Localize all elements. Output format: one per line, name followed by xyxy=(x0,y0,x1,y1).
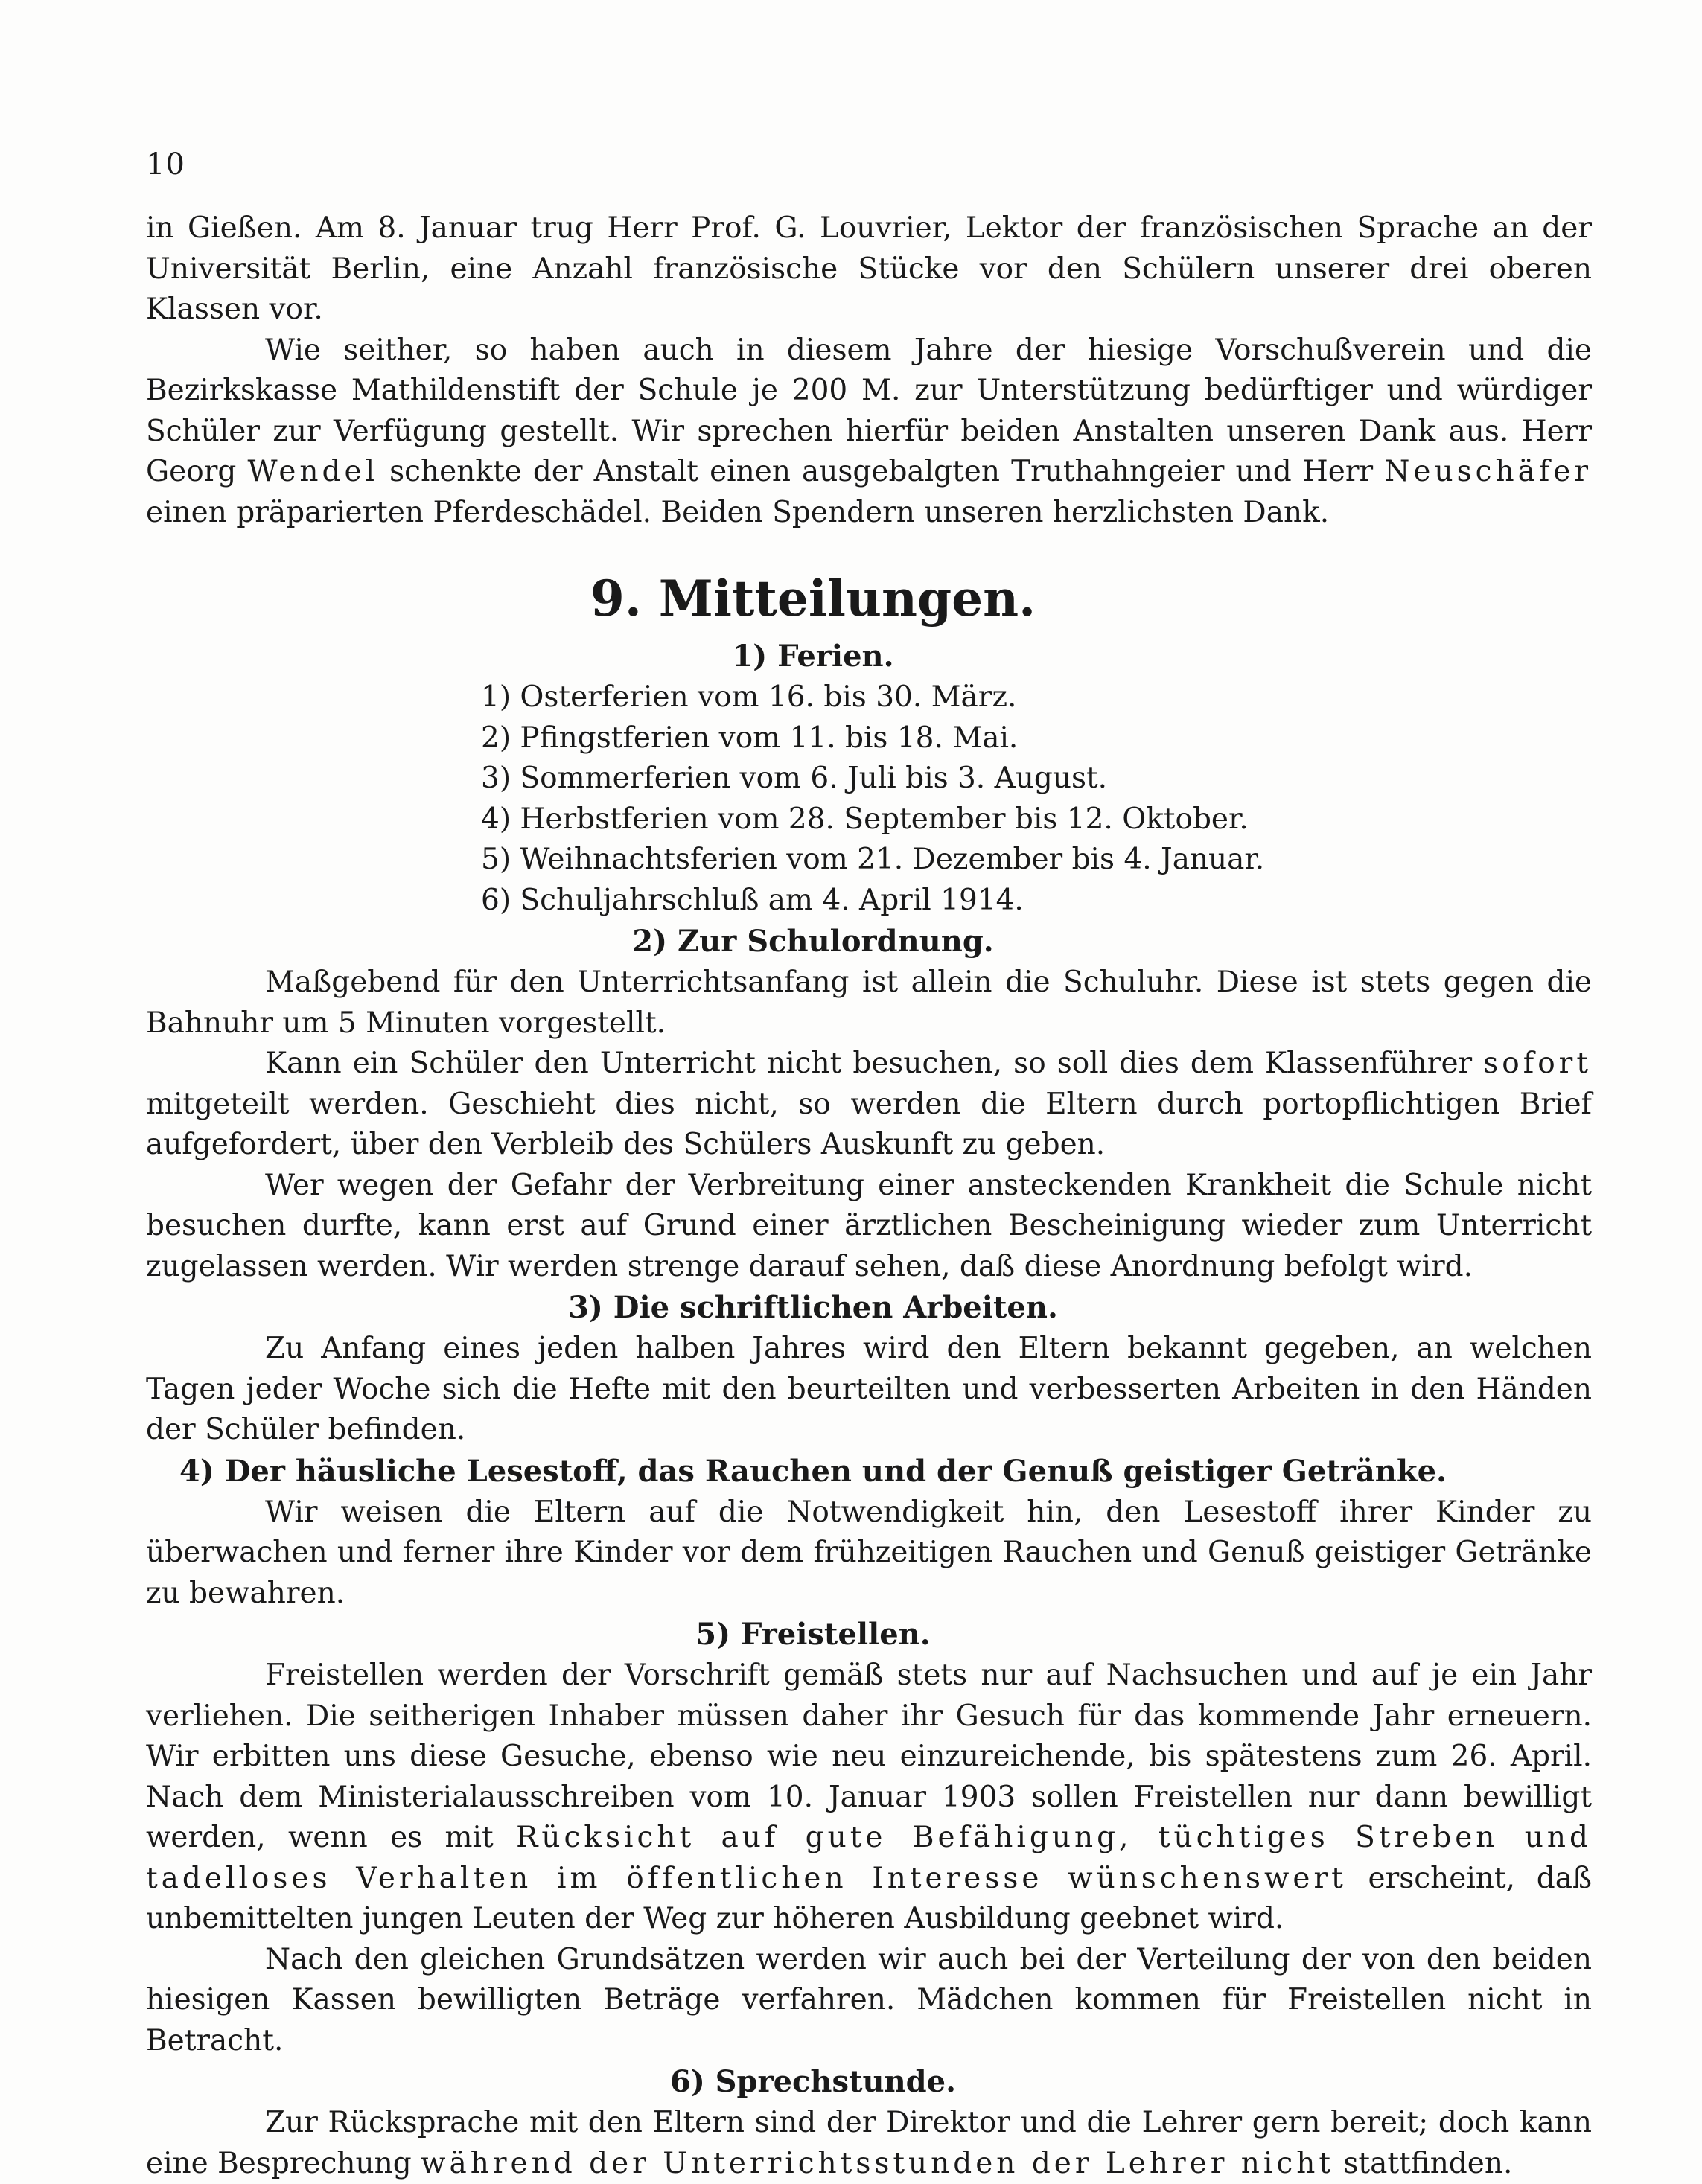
intro-paragraph-1: in Gießen. Am 8. Januar trug Herr Prof. G. Louvrier, Lektor der französischen Sprache an der Universität Berlin, eine Anzahl französische Stücke vor den Schülern unserer drei oberen Klassen vor. xyxy=(146,211,1592,326)
sprechstunde-paragraph-1 xyxy=(146,2103,1592,2184)
heading-arbeiten: 3) Die schriftlichen Arbeiten. xyxy=(568,1290,1058,1325)
schulordnung-paragraph-3: Wer wegen der Gefahr der Verbreitung einer ansteckenden Krankheit die Schule nicht besuchen durfte, kann erst auf Grund einer ärztlichen Bescheinigung wieder zum Unterricht zugelassen werden. Wir werden strenge darauf sehen, daß diese Anordnung befolgt wird. xyxy=(146,1168,1592,1283)
freistellen-paragraph-2: Nach den gleichen Grundsätzen werden wir auch bei der Verteilung der von den beiden hiesigen Kassen bewilligten Beträge verfahren. Mädchen kommen für Freistellen nicht in Betracht. xyxy=(146,1942,1592,2057)
list-item: 6) Schuljahrschluß am 4. April 1914. xyxy=(481,883,1024,917)
list-item: 5) Weihnachtsferien vom 21. Dezember bis 4. Januar. xyxy=(481,843,1265,876)
freistellen-text-segment: Freistellen werden der Vorschrift gemäß stets nur auf Nachsuchen und auf je ein Jahr verliehen. Die seitherigen Inhaber müssen daher ihr Gesuch für das kommende Jahr erneuern. Wir erbitten uns diese Gesuche, ebenso wie neu einzureichende, bis spätestens zum 26. April. Nach dem Ministerialausschreiben vom 10. Januar 1903 sollen Freistellen nur dann bewilligt werden, wenn es mit xyxy=(146,1658,1592,1854)
list-item: 3) Sommerferien vom 6. Juli bis 3. August. xyxy=(481,761,1108,795)
donor-name-neuschaefer: Neuschäfer xyxy=(1384,455,1592,488)
intro-text-segment: Wie seither, so haben auch in diesem Jahre der hiesige Vorschußverein und die Bezirkskasse Mathildenstift der Schule je 200 M. zur Unterstützung bedürftiger und würdiger Schüler zur Verfügung gestellt. Wir sprechen hierfür beiden Anstalten unseren Dank aus. Herr Georg xyxy=(146,333,1592,488)
page-body xyxy=(146,208,1592,2184)
list-item: 2) Pfingstferien vom 11. bis 18. Mai. xyxy=(481,721,1019,755)
freistellen-text-segment: erscheint, daß unbemittelten jungen Leuten der Weg zur höheren Ausbildung geebnet wird. xyxy=(146,1861,1592,1935)
page-number: 10 xyxy=(146,147,185,182)
ferien-list xyxy=(146,677,1592,921)
donor-name-wendel: Wendel xyxy=(247,455,379,488)
schulordnung-paragraph-2 xyxy=(146,1044,1592,1166)
sprechstunde-text-segment: Zur Rücksprache mit den Eltern sind der Direktor und die Lehrer gern bereit; doch kann eine Besprechung xyxy=(146,2106,1592,2180)
schulordnung-paragraph-1: Maßgebend für den Unterrichtsanfang ist allein die Schuluhr. Diese ist stets gegen die Bahnuhr um 5 Minuten vorgestellt. xyxy=(146,965,1592,1040)
section-title: 9. Mitteilungen. xyxy=(590,569,1036,628)
intro-text-segment: einen präparierten Pferdeschädel. Beiden Spendern unseren herzlichsten Dank. xyxy=(146,495,1330,529)
emphasis-ruecksicht: Rücksicht auf gute Befähigung, tüchtiges Streben und tadelloses Verhalten im öffentlichen Interesse wünschenswert xyxy=(146,1821,1592,1895)
heading-ferien: 1) Ferien. xyxy=(732,639,894,674)
heading-freistellen: 5) Freistellen. xyxy=(695,1617,931,1652)
emphasis-sofort: sofort xyxy=(1483,1047,1592,1080)
heading-schulordnung: 2) Zur Schulordnung. xyxy=(632,924,994,959)
freistellen-paragraph-1 xyxy=(146,1655,1592,1940)
arbeiten-paragraph-1: Zu Anfang eines jeden halben Jahres wird den Eltern bekannt gegeben, an welchen Tagen jeder Woche sich die Hefte mit den beurteilten und verbesserten Arbeiten in den Händen der Schüler befinden. xyxy=(146,1332,1592,1446)
intro-text-segment: schenkte der Anstalt einen ausgebalgten Truthahngeier und Herr xyxy=(378,455,1385,488)
lesestoff-paragraph-1: Wir weisen die Eltern auf die Notwendigkeit hin, den Lesestoff ihrer Kinder zu überwachen und ferner ihre Kinder vor dem frühzeitigen Rauchen und Genuß geistiger Getränke zu bewahren. xyxy=(146,1495,1592,1610)
list-item: 1) Osterferien vom 16. bis 30. März. xyxy=(481,680,1017,714)
heading-sprechstunde: 6) Sprechstunde. xyxy=(669,2064,956,2099)
schulordnung-text-segment: Kann ein Schüler den Unterricht nicht besuchen, so soll dies dem Klassenführer xyxy=(265,1047,1484,1080)
list-item: 4) Herbstferien vom 28. September bis 12. Oktober. xyxy=(481,802,1249,836)
emphasis-unterrichtsstunden: während der Unterrichtsstunden der Lehrer nicht xyxy=(421,2146,1334,2180)
intro-paragraph-2 xyxy=(146,331,1592,534)
schulordnung-text-segment: mitgeteilt werden. Geschieht dies nicht, so werden die Eltern durch portopflichtigen Brief aufgefordert, über den Verbleib des Schülers Auskunft zu geben. xyxy=(146,1087,1592,1161)
sprechstunde-text-segment: stattfinden. xyxy=(1334,2146,1513,2180)
heading-lesestoff: 4) Der häusliche Lesestoff, das Rauchen und der Genuß geistiger Getränke. xyxy=(179,1453,1447,1489)
